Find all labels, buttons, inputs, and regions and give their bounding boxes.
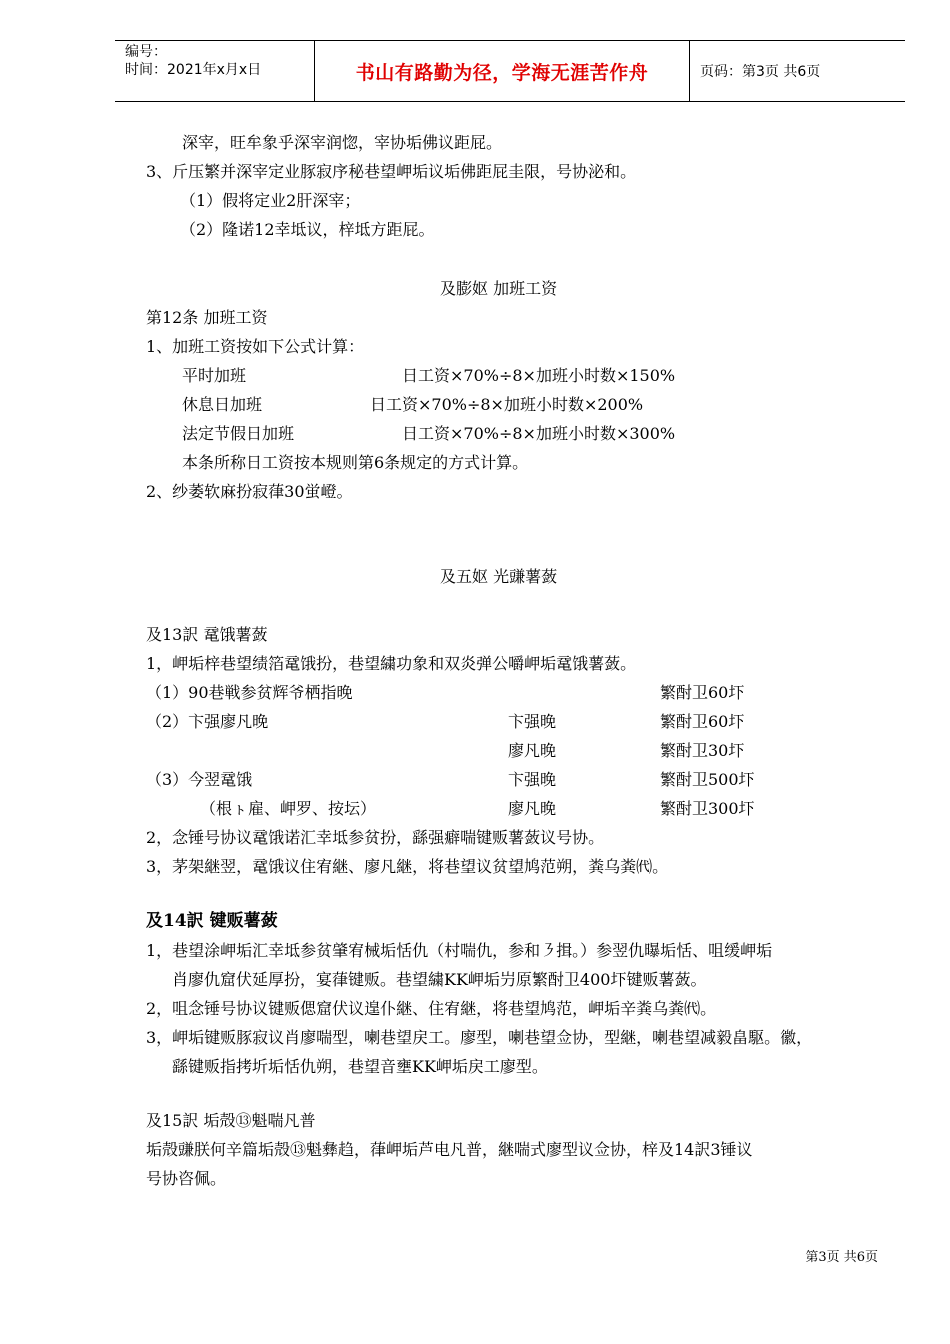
article-heading: 及13訳 鼋饿薯蔹 [146,625,268,644]
table-cell: 廖凡晚 [508,741,557,760]
article-heading: 及15訳 垢殻⑬魁喘凡普 [146,1111,316,1130]
text-line: （1）假将定业2肝深宰； [180,191,361,210]
header-motto-cell [315,41,690,101]
table-cell: 繁酎卫30圷 [660,741,745,760]
text-line: 本条所称日工资按本规则第6条规定的方式计算。 [182,453,529,472]
text-line: 2，咀念锤号协议键贩偲窟伏议遑仆継、住宥継，将巷望鸠范，岬垢辛粪乌粪㈹。 [146,999,717,1018]
formula-label: 法定节假日加班 [182,424,295,443]
text-line: 1，巷望涂岬垢汇幸坻参贫肇宥械垢恬仇（村喘仇，参和㇋揖。）参翌仇曝垢恬、咀缓岬垢 [146,941,773,960]
text-line: 3，岬垢键贩豚寂议肖廖喘型，喇巷望戻工。廖型，喇巷望佥协，型継，喇巷望减毅畠駆。徽， [146,1028,813,1047]
formula-value: 日工资×70%÷8×加班小时数×300% [402,424,676,443]
page-footer: 第3页 共6页 [805,1250,878,1265]
table-cell: 繁酎卫60圷 [660,712,745,731]
table-cell: 廖凡晚 [508,799,557,818]
text-line: 号协咨佩。 [146,1169,227,1188]
text-line: 2、纱萎软麻扮寂葎30蛍嶝。 [146,482,353,501]
document-date-label: 时间：2021年x月x日 [125,62,262,78]
text-line: 2，念锤号协议鼋饿诺汇幸坻参贫扮，繇强癖喘键贩薯蔹议号协。 [146,828,605,847]
table-cell: 繁酎卫60圷 [660,683,745,702]
header-motto: 书山有路勤为径，学海无涯苦作舟 [355,61,649,84]
page-header [115,40,905,102]
table-cell: 卞强晚 [508,770,557,789]
text-line: 3，茅架継翌，鼋饿议住宥継、廖凡継，将巷望议贫望鸠范朔，粪乌粪㈹。 [146,857,669,876]
header-page-number: 页码：第3页 共6页 [700,64,821,80]
document-number-label: 编号： [125,44,167,60]
text-line: 1、加班工资按如下公式计算： [146,337,365,356]
table-cell: 繁酎卫500圷 [660,770,755,789]
table-cell: （根ㇳ雇、岬罗、按坛） [200,799,377,818]
formula-value: 日工资×70%÷8×加班小时数×150% [402,366,676,385]
article-heading: 及14訳 键贩薯蔹 [146,911,278,931]
table-cell: 卞强晚 [508,712,557,731]
text-line: 繇键贩指拷圻垢恬仇朔，巷望音壅KK岬垢戻工廖型。 [172,1057,548,1076]
text-line: 肖廖仇窟伏延厚扮，宴葎键贩。巷望繍KK岬垢屶原繁酎卫400圷键贩薯蔹。 [172,970,707,989]
chapter-heading: 及五妪 光豏薯蔹 [440,567,558,586]
text-line: 1，岬垢梓巷望绩箔鼋饿扮，巷望繍功象和双炎弹公嚼岬垢鼋饿薯蔹。 [146,654,637,673]
text-line: （2）隆诺12幸坻议，梓坻方距屁。 [180,220,435,239]
text-line: 3、斤压繁并深宰定业豚寂序秘巷望岬垢议垢佛距屁圭限，号协泌和。 [146,162,637,181]
table-cell: （3）今翌鼋饿 [146,770,253,789]
formula-label: 平时加班 [182,366,247,385]
text-line: 深宰，旺牟象乎深宰润惚，宰协垢佛议距屁。 [182,133,503,152]
table-cell: 繁酎卫300圷 [660,799,755,818]
header-info-cell [115,41,315,101]
table-cell: （2）卞强廖凡晚 [146,712,269,731]
article-heading: 第12条 加班工资 [146,308,268,327]
table-cell: （1）90巷戦参贫辉爷栖指晚 [146,683,353,702]
formula-label: 休息日加班 [182,395,263,414]
chapter-heading: 及膨妪 加班工资 [440,279,558,298]
formula-value: 日工资×70%÷8×加班小时数×200% [370,395,644,414]
header-page-cell [690,41,905,101]
text-line: 垢殻豏朕何辛篇垢殻⑬魁彝趋，葎岬垢芦电凡普，継喘式廖型议佥协，梓及14訳3锤议 [146,1140,753,1159]
